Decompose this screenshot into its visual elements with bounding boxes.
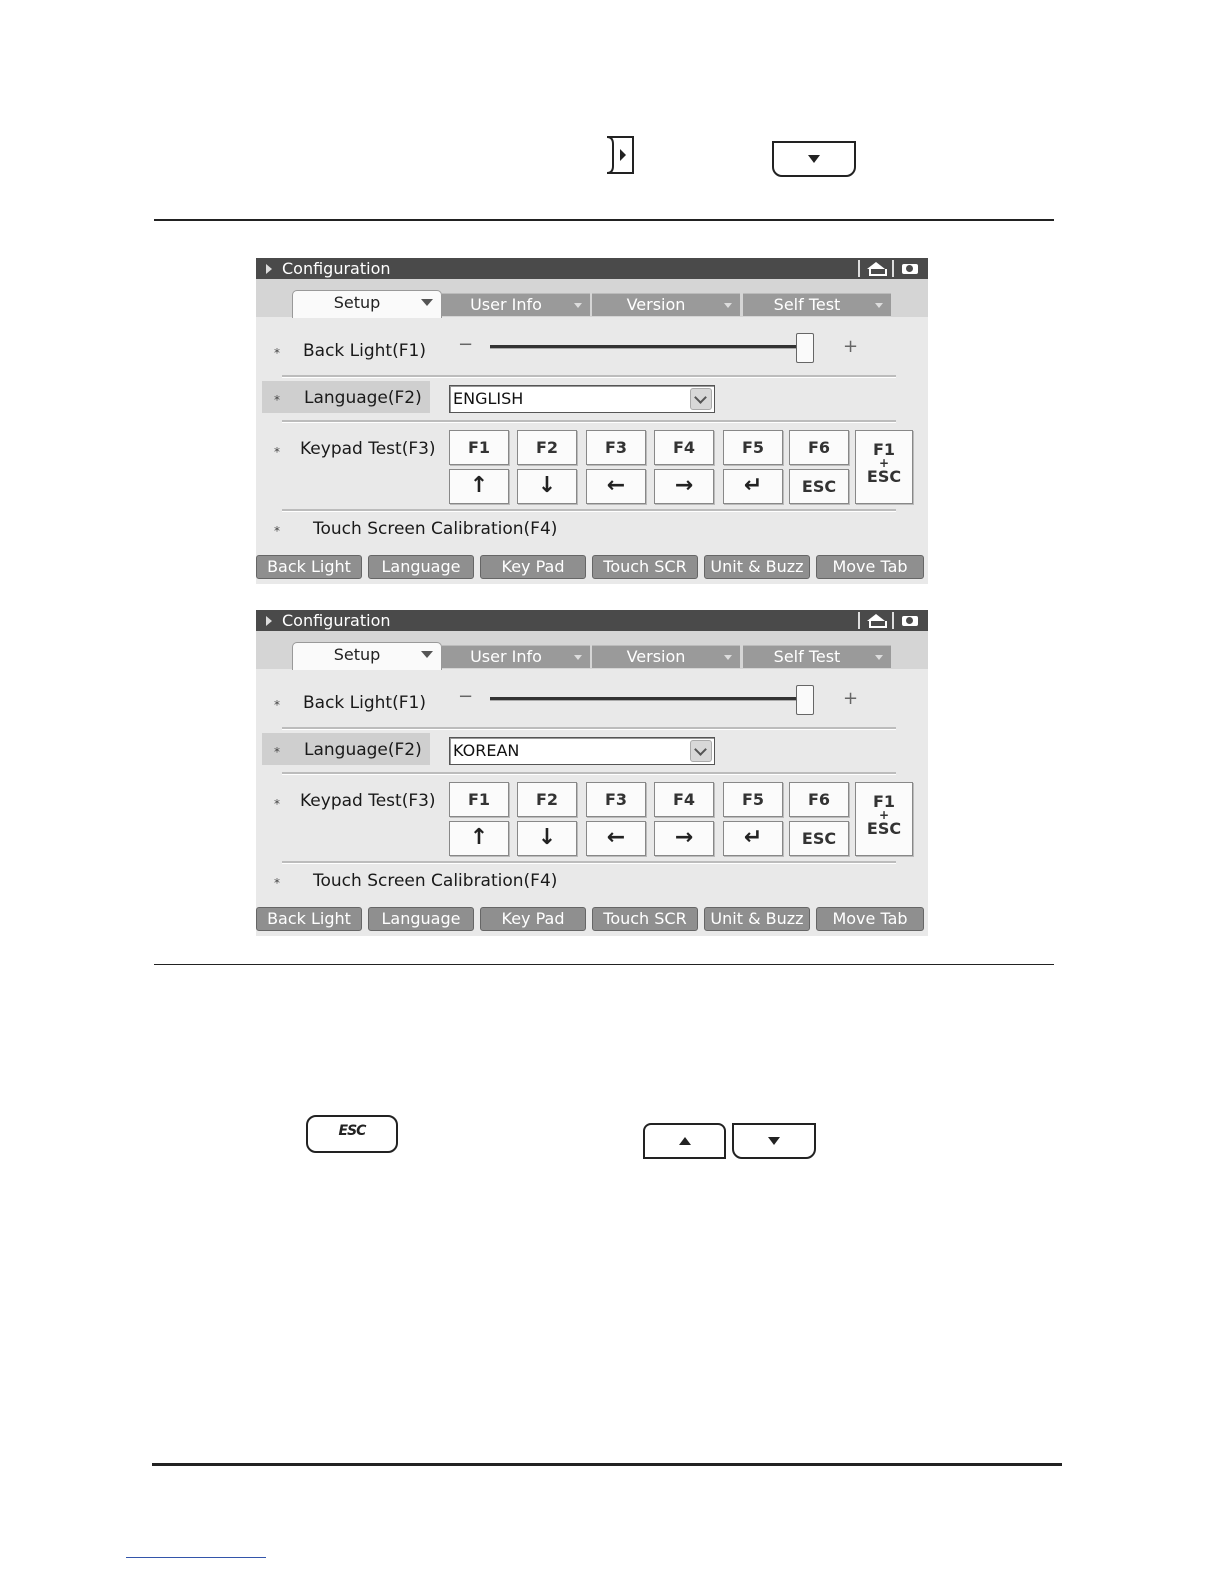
title-arrow-icon bbox=[266, 616, 272, 626]
minus-icon[interactable]: − bbox=[458, 334, 474, 355]
combo-top-label: F1 bbox=[872, 792, 896, 811]
window-title: Configuration bbox=[282, 611, 391, 630]
language-value: KOREAN bbox=[453, 741, 520, 760]
bottom-button-bar bbox=[256, 555, 928, 584]
config-screen-english bbox=[256, 258, 928, 584]
touch-calibration-label[interactable]: Touch Screen Calibration(F4) bbox=[313, 871, 558, 891]
tab-setup[interactable] bbox=[292, 290, 442, 318]
home-base bbox=[869, 621, 887, 628]
chevron-down-icon bbox=[694, 743, 707, 756]
key-f5-button[interactable]: F5 bbox=[723, 782, 783, 817]
dropdown-arrow-icon bbox=[574, 303, 582, 308]
back-light-slider-track[interactable] bbox=[490, 697, 812, 701]
language-dropdown-button[interactable] bbox=[690, 388, 712, 410]
right-arrow-key-button[interactable]: → bbox=[654, 821, 714, 856]
back-light-slider-track[interactable] bbox=[490, 345, 812, 349]
dropdown-arrow-icon bbox=[574, 655, 582, 660]
dropdown-arrow-icon bbox=[724, 303, 732, 308]
down-arrow-key-icon bbox=[772, 141, 856, 177]
key-f2-button[interactable]: F2 bbox=[517, 782, 577, 817]
language-value: ENGLISH bbox=[453, 389, 524, 408]
key-f3-button[interactable]: F3 bbox=[586, 782, 646, 817]
language-label: Language(F2) bbox=[304, 388, 422, 408]
right-arrow-key-icon bbox=[605, 136, 637, 174]
bullet-icon: * bbox=[274, 393, 280, 407]
tab-user-info[interactable] bbox=[442, 293, 590, 316]
key-f6-button[interactable]: F6 bbox=[789, 782, 849, 817]
key-f1-button[interactable]: F1 bbox=[449, 782, 509, 817]
combo-top-label: F1 bbox=[872, 440, 896, 459]
softkey-move-tab-button[interactable]: Move Tab bbox=[816, 555, 924, 579]
back-light-label: Back Light(F1) bbox=[303, 693, 426, 713]
softkey-touch-scr-button[interactable]: Touch SCR bbox=[592, 555, 698, 579]
back-light-slider-thumb[interactable] bbox=[796, 685, 814, 715]
title-bar bbox=[256, 258, 928, 279]
plus-icon[interactable]: + bbox=[843, 336, 859, 357]
left-arrow-key-button[interactable]: ← bbox=[586, 469, 646, 504]
up-arrow-key-button[interactable]: ↑ bbox=[449, 821, 509, 856]
title-bar bbox=[256, 610, 928, 631]
softkey-key-pad-button[interactable]: Key Pad bbox=[480, 907, 586, 931]
dropdown-arrow-icon bbox=[421, 299, 433, 306]
f1-esc-combo-button[interactable] bbox=[855, 430, 913, 504]
combo-plus-label: + bbox=[878, 456, 890, 470]
tab-version[interactable] bbox=[592, 645, 740, 668]
key-f5-button[interactable]: F5 bbox=[723, 430, 783, 465]
esc-key-label: ESC bbox=[338, 1123, 366, 1139]
camera-icon[interactable] bbox=[892, 260, 924, 277]
softkey-language-button[interactable]: Language bbox=[368, 555, 474, 579]
row-divider bbox=[282, 420, 896, 423]
tab-label: Self Test bbox=[773, 647, 841, 666]
softkey-unit-buzz-button[interactable]: Unit & Buzz bbox=[704, 907, 810, 931]
chevron-down-icon bbox=[694, 391, 707, 404]
home-base bbox=[869, 269, 887, 276]
down-arrow-key-button[interactable]: ↓ bbox=[517, 469, 577, 504]
bullet-icon: * bbox=[274, 346, 280, 360]
camera-icon[interactable] bbox=[892, 612, 924, 629]
bullet-icon: * bbox=[274, 698, 280, 712]
softkey-back-light-button[interactable]: Back Light bbox=[256, 555, 362, 579]
divider-middle bbox=[154, 964, 1054, 965]
up-arrow-key-icon bbox=[643, 1123, 726, 1159]
key-f3-button[interactable]: F3 bbox=[586, 430, 646, 465]
combo-plus-label: + bbox=[878, 808, 890, 822]
tab-user-info[interactable] bbox=[442, 645, 590, 668]
divider-top bbox=[154, 219, 1054, 221]
softkey-language-button[interactable]: Language bbox=[368, 907, 474, 931]
row-divider bbox=[282, 727, 896, 730]
language-label: Language(F2) bbox=[304, 740, 422, 760]
softkey-unit-buzz-button[interactable]: Unit & Buzz bbox=[704, 555, 810, 579]
dropdown-arrow-icon bbox=[421, 651, 433, 658]
plus-icon[interactable]: + bbox=[843, 688, 859, 709]
home-icon[interactable] bbox=[858, 612, 890, 629]
row-divider bbox=[282, 861, 896, 864]
row-divider bbox=[282, 375, 896, 378]
dropdown-arrow-icon bbox=[875, 655, 883, 660]
tab-self-test[interactable] bbox=[743, 645, 891, 668]
dropdown-arrow-icon bbox=[875, 303, 883, 308]
keypad-test-label: Keypad Test(F3) bbox=[300, 791, 436, 811]
tab-self-test[interactable] bbox=[743, 293, 891, 316]
home-roof bbox=[867, 614, 885, 621]
enter-key-button[interactable]: ↵ bbox=[723, 469, 783, 504]
f1-esc-combo-button[interactable] bbox=[855, 782, 913, 856]
dropdown-arrow-icon bbox=[724, 655, 732, 660]
tab-strip bbox=[256, 279, 928, 317]
bullet-icon: * bbox=[274, 445, 280, 459]
combo-bottom-label: ESC bbox=[866, 467, 902, 486]
back-light-slider-thumb[interactable] bbox=[796, 333, 814, 363]
bottom-button-bar bbox=[256, 907, 928, 936]
tab-strip bbox=[256, 631, 928, 669]
left-arrow-key-button[interactable]: ← bbox=[586, 821, 646, 856]
home-roof bbox=[867, 262, 885, 269]
footer-link-line bbox=[126, 1557, 266, 1558]
language-select[interactable] bbox=[449, 385, 715, 413]
tab-label: Setup bbox=[333, 293, 381, 312]
key-f4-button[interactable]: F4 bbox=[654, 430, 714, 465]
right-arrow-key-button[interactable]: → bbox=[654, 469, 714, 504]
camera-lens bbox=[906, 265, 913, 272]
row-divider bbox=[282, 509, 896, 512]
back-light-label: Back Light(F1) bbox=[303, 341, 426, 361]
softkey-touch-scr-button[interactable]: Touch SCR bbox=[592, 907, 698, 931]
bullet-icon: * bbox=[274, 524, 280, 538]
row-divider bbox=[282, 772, 896, 775]
softkey-key-pad-button[interactable]: Key Pad bbox=[480, 555, 586, 579]
bullet-icon: * bbox=[274, 876, 280, 890]
language-dropdown-button[interactable] bbox=[690, 740, 712, 762]
tab-label: Setup bbox=[333, 645, 381, 664]
up-arrow-key-button[interactable]: ↑ bbox=[449, 469, 509, 504]
down-arrow-key-icon bbox=[732, 1123, 816, 1159]
key-f2-button[interactable]: F2 bbox=[517, 430, 577, 465]
camera-lens bbox=[906, 617, 913, 624]
tab-label: Version bbox=[626, 295, 686, 314]
tab-label: User Info bbox=[470, 647, 542, 666]
language-select[interactable] bbox=[449, 737, 715, 765]
tab-version[interactable] bbox=[592, 293, 740, 316]
softkey-back-light-button[interactable]: Back Light bbox=[256, 907, 362, 931]
tab-label: Version bbox=[626, 647, 686, 666]
combo-bottom-label: ESC bbox=[866, 819, 902, 838]
key-f4-button[interactable]: F4 bbox=[654, 782, 714, 817]
tab-label: User Info bbox=[470, 295, 542, 314]
home-icon[interactable] bbox=[858, 260, 890, 277]
tab-setup[interactable] bbox=[292, 642, 442, 670]
esc-key-icon bbox=[306, 1115, 398, 1153]
down-arrow-key-button[interactable]: ↓ bbox=[517, 821, 577, 856]
title-arrow-icon bbox=[266, 264, 272, 274]
enter-key-button[interactable]: ↵ bbox=[723, 821, 783, 856]
keypad-test-label: Keypad Test(F3) bbox=[300, 439, 436, 459]
esc-key-button[interactable]: ESC bbox=[789, 821, 849, 856]
window-title: Configuration bbox=[282, 259, 391, 278]
touch-calibration-label[interactable]: Touch Screen Calibration(F4) bbox=[313, 519, 558, 539]
bullet-icon: * bbox=[274, 745, 280, 759]
tab-label: Self Test bbox=[773, 295, 841, 314]
key-f6-button[interactable]: F6 bbox=[789, 430, 849, 465]
bullet-icon: * bbox=[274, 797, 280, 811]
config-screen-korean bbox=[256, 610, 928, 936]
minus-icon[interactable]: − bbox=[458, 686, 474, 707]
esc-key-button[interactable]: ESC bbox=[789, 469, 849, 504]
key-f1-button[interactable]: F1 bbox=[449, 430, 509, 465]
divider-bottom bbox=[152, 1463, 1062, 1466]
softkey-move-tab-button[interactable]: Move Tab bbox=[816, 907, 924, 931]
